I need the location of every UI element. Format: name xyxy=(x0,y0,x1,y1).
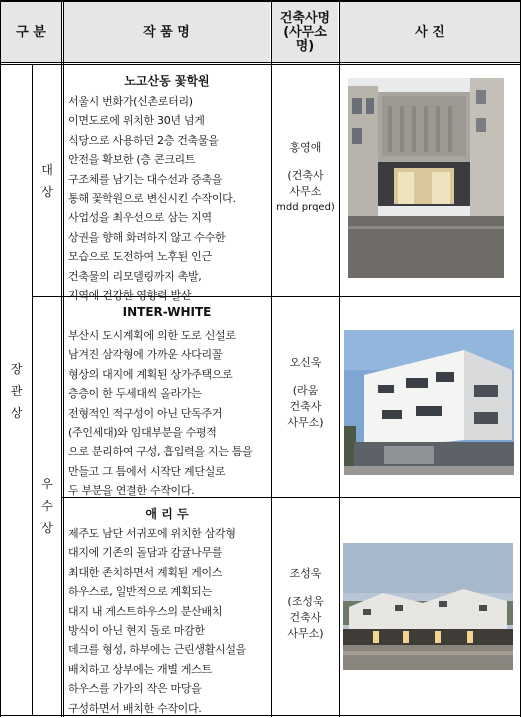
description-line: 방식이 아닌 현지 돌로 마감한 xyxy=(68,624,205,638)
description-line: 통해 꽃학원으로 변신시킨 수작이다. xyxy=(68,192,236,206)
entry-architect xyxy=(272,140,339,216)
description-line: 대지 내 게스트하우스의 분산배치 xyxy=(68,604,223,618)
description-line: 최대한 존치하면서 계획된 게이스 xyxy=(68,565,223,579)
description-line: 으로 분리하여 구성, 흡입력을 지는 틈을 xyxy=(68,445,253,459)
header-category xyxy=(1,2,61,63)
description-line: 구성하면서 배치한 수작이다. xyxy=(68,701,202,715)
header-work-name xyxy=(63,2,270,63)
description-line: 지역에 건강한 영향력 발산 xyxy=(68,289,192,303)
header-architect xyxy=(272,2,338,63)
header-work-name-label: 작 품 명 xyxy=(143,24,190,40)
description-line: 남겨진 삼각형에 가까운 사다리꼴 xyxy=(68,348,223,362)
description-line: 모습으로 도전하여 노후된 인근 xyxy=(68,250,212,264)
description-line: 대지에 기존의 돌담과 감귤나무를 xyxy=(68,546,223,560)
rank-grand xyxy=(33,66,61,296)
entry-description xyxy=(68,92,270,305)
header-architect-line: 명) xyxy=(295,38,315,54)
entry-photo xyxy=(343,543,513,670)
col-divider-architect xyxy=(339,0,340,717)
architect-name: 오신욱 xyxy=(289,356,322,369)
rank-char: 우 xyxy=(41,477,53,491)
description-line: 부산시 도시계획에 의한 도로 신설로 xyxy=(68,329,236,342)
office-line: 사무소) xyxy=(287,416,324,429)
office-line: (라움 xyxy=(292,384,319,397)
architect-name: 홍영애 xyxy=(289,141,322,154)
award-char: 상 xyxy=(10,405,23,420)
office-line: 사무소) xyxy=(287,627,324,640)
rank-char: 대 xyxy=(41,163,53,177)
description-line: 하우스를 가가의 작은 마당을 xyxy=(68,682,202,696)
entry-photo xyxy=(348,78,504,278)
entry-photo xyxy=(344,330,514,475)
description-line: 이면도로에 위치한 30년 넘게 xyxy=(68,114,205,128)
entry-title: 애 리 두 xyxy=(145,507,189,521)
description-line: 제주도 남단 서귀포에 위치한 삼각형 xyxy=(68,527,236,540)
description-line: 만들고 그 틈에서 시작단 계단실로 xyxy=(68,464,226,478)
description-line: 상권을 향해 화려하지 않고 수수한 xyxy=(68,230,226,244)
header-category-label: 구 분 xyxy=(16,24,46,40)
rank-char: 상 xyxy=(41,185,53,199)
office-line: (조성욱 xyxy=(287,595,324,608)
office-line: 사무소 xyxy=(289,185,322,198)
header-architect-line: 건축사명 xyxy=(279,10,331,26)
entry-title: INTER-WHITE xyxy=(122,305,212,319)
header-photo-label: 사 진 xyxy=(415,24,445,40)
description-line: (주인세대)와 임대부분을 수평적 xyxy=(68,426,217,440)
entry-description xyxy=(68,326,270,501)
description-line: 식당으로 사용하던 2층 건축물을 xyxy=(68,133,219,147)
header-divider xyxy=(0,62,521,65)
description-line: 건축물의 리모델링까지 촉발, xyxy=(68,269,202,283)
entry-title: 노고산동 꽃학원 xyxy=(124,74,210,88)
entry-architect xyxy=(272,355,339,431)
entry-architect xyxy=(272,566,339,642)
office-line: 건축사 xyxy=(289,611,322,624)
description-line: 데크를 형성, 하부에는 근린생활시설을 xyxy=(68,643,247,657)
award-label xyxy=(1,66,32,715)
description-line: 구조체를 남기는 대수선과 증축을 xyxy=(68,172,223,186)
rank-char: 상 xyxy=(41,521,53,535)
description-line: 사업성을 최우선으로 삼는 지역 xyxy=(68,211,212,225)
border-top xyxy=(0,0,521,2)
building-photo xyxy=(343,543,513,670)
building-photo xyxy=(348,78,504,278)
architect-name: 조성욱 xyxy=(289,567,322,580)
col-divider-category xyxy=(61,0,64,717)
description-line: 두 부분을 연결한 수작이다. xyxy=(68,484,195,498)
office-line: 건축사 xyxy=(289,400,322,413)
rank-char: 수 xyxy=(41,499,53,513)
office-line: mdd prqed) xyxy=(276,202,335,213)
header-photo xyxy=(340,2,520,63)
description-line: 배치하고 상부에는 개별 게스트 xyxy=(68,662,212,676)
description-line: 층층이 한 두세대씩 올라가는 xyxy=(68,387,202,401)
header-architect-line: (사무소 xyxy=(283,24,327,40)
rank-excellent xyxy=(33,298,61,714)
description-line: 전형적인 적구성이 아닌 단독주거 xyxy=(68,406,223,420)
description-line: 안전을 확보한 (층 콘크리트 xyxy=(68,153,196,167)
award-char: 관 xyxy=(10,383,23,398)
award-char: 장 xyxy=(10,361,23,376)
description-line: 서울시 번화가(신촌로터리) xyxy=(68,95,193,108)
description-line: 형상의 대지에 계획된 상가주택으로 xyxy=(68,367,233,381)
building-photo xyxy=(344,330,514,475)
entry-description xyxy=(68,524,270,718)
office-line: (건축사 xyxy=(287,169,324,182)
description-line: 하우스로, 일반적으로 계획되는 xyxy=(68,585,212,599)
